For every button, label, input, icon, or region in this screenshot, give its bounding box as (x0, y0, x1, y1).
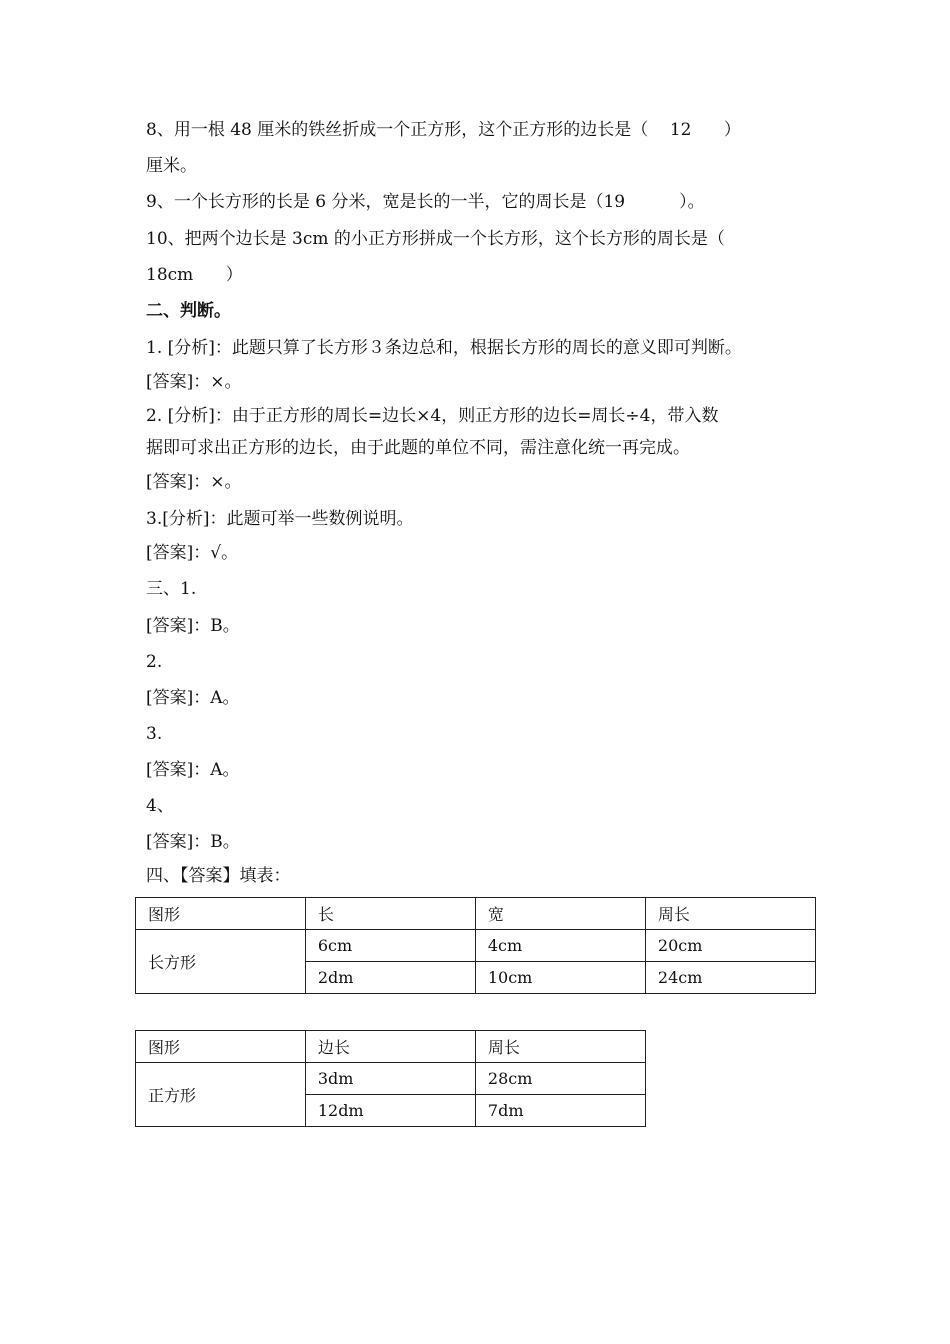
choice-q4: 4、 (146, 796, 174, 816)
table-cell: 28cm (475, 1063, 645, 1095)
judge-answer-3: [答案]：√。 (146, 543, 239, 563)
choice-answer-4: [答案]：B。 (146, 832, 240, 852)
table-cell: 24cm (645, 962, 815, 994)
square-table (135, 1030, 646, 1127)
header-cell: 宽 (475, 898, 645, 930)
q10-line-1: 10、把两个边长是 3cm 的小正方形拼成一个长方形，这个长方形的周长是（ (146, 229, 725, 249)
q8-line-1: 8、用一根 48 厘米的铁丝折成一个正方形，这个正方形的边长是（ 12 ） (146, 120, 741, 140)
shape-cell: 正方形 (136, 1063, 306, 1127)
q10-line-2: 18cm ） (146, 265, 243, 285)
header-cell: 图形 (136, 898, 306, 930)
judge-answer-1: [答案]：×。 (146, 372, 242, 392)
header-cell: 边长 (305, 1031, 475, 1063)
choice-q3: 3. (146, 724, 163, 744)
rectangle-table (135, 897, 816, 994)
table-header-row (136, 1031, 646, 1063)
table-cell: 10cm (475, 962, 645, 994)
choice-answer-2: [答案]：A。 (146, 688, 240, 708)
table-section-heading: 四、【答案】填表： (146, 866, 291, 886)
table-cell: 3dm (305, 1063, 475, 1095)
judge-analysis-1: 1. [分析]：此题只算了长方形３条边总和，根据长方形的周长的意义即可判断。 (146, 338, 742, 358)
table-header-row (136, 898, 816, 930)
header-cell: 周长 (645, 898, 815, 930)
choice-q2: 2. (146, 652, 163, 672)
judge-heading: 二、判断。 (146, 301, 231, 321)
header-cell: 周长 (475, 1031, 645, 1063)
judge-answer-2: [答案]：×。 (146, 472, 242, 492)
judge-analysis-3: 3.[分析]：此题可举一些数例说明。 (146, 509, 414, 529)
q9-line: 9、一个长方形的长是 6 分米，宽是长的一半，它的周长是（19 ）。 (146, 192, 705, 212)
judge-analysis-2b: 据即可求出正方形的边长，由于此题的单位不同，需注意化统一再完成。 (146, 438, 690, 458)
table-row (136, 930, 816, 962)
table-cell: 6cm (305, 930, 475, 962)
header-cell: 图形 (136, 1031, 306, 1063)
header-cell: 长 (305, 898, 475, 930)
table-cell: 20cm (645, 930, 815, 962)
shape-cell: 长方形 (136, 930, 306, 994)
table-cell: 7dm (475, 1095, 645, 1127)
choice-answer-1: [答案]：B。 (146, 616, 240, 636)
judge-analysis-2a: 2. [分析]：由于正方形的周长=边长×4，则正方形的边长=周长÷4，带入数 (146, 406, 719, 426)
table-cell: 12dm (305, 1095, 475, 1127)
choice-answer-3: [答案]：A。 (146, 760, 240, 780)
table-row (136, 1063, 646, 1095)
table-cell: 2dm (305, 962, 475, 994)
choice-heading: 三、1. (146, 579, 197, 599)
table-cell: 4cm (475, 930, 645, 962)
q8-line-2: 厘米。 (146, 156, 197, 176)
